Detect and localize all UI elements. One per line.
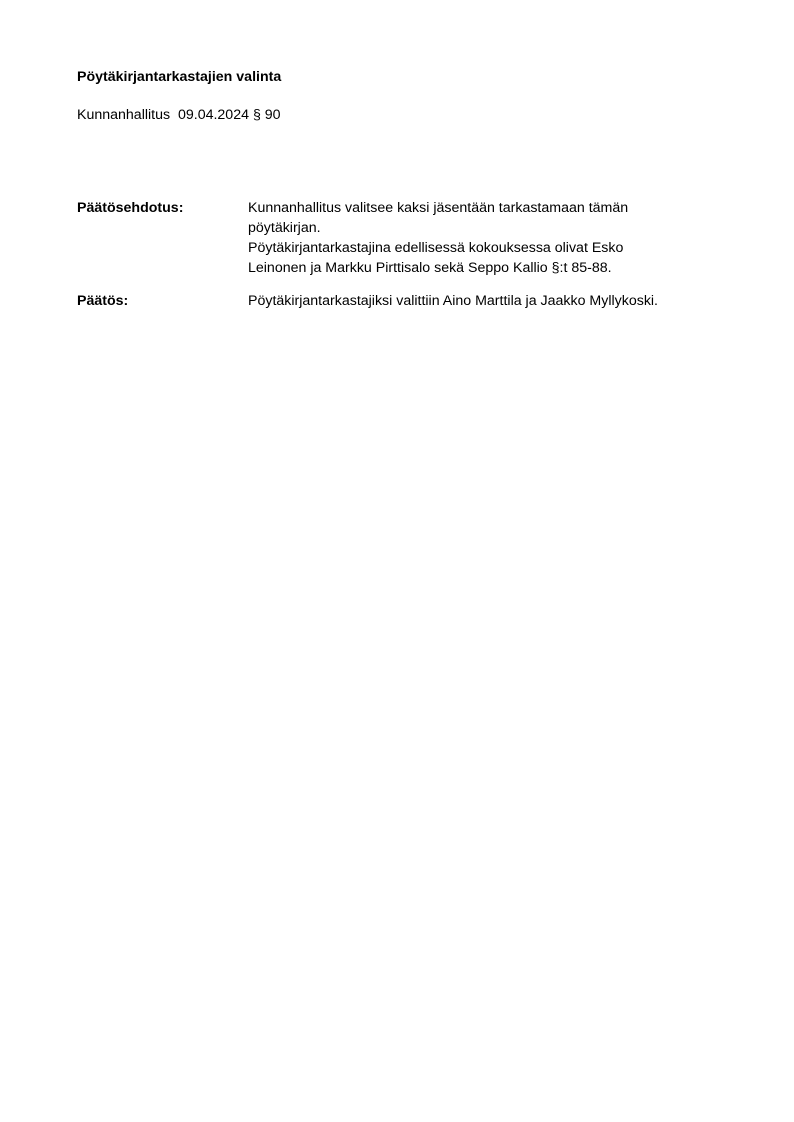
proposal-line: Kunnanhallitus valitsee kaksi jäsentään tarkastamaan tämän: [248, 200, 629, 216]
meeting-date: 09.04.2024: [177, 107, 249, 123]
proposal-line: pöytäkirjan.: [248, 220, 321, 236]
meeting-body: Kunnanhallitus: [77, 107, 171, 123]
decision-text: [248, 291, 688, 311]
proposal-label: Päätösehdotus:: [77, 200, 184, 216]
meeting-reference: [77, 106, 281, 124]
proposal-line: Pöytäkirjantarkastajina edellisessä kokouksessa olivat Esko: [248, 240, 624, 256]
section-number: § 90: [252, 107, 281, 123]
proposal-text: [248, 198, 688, 278]
proposal-line: Leinonen ja Markku Pirttisalo sekä Seppo Kallio §:t 85-88.: [248, 260, 612, 276]
page-title: Pöytäkirjantarkastajien valinta: [77, 69, 282, 85]
decision-line: Pöytäkirjantarkastajiksi valittiin Aino Marttila ja Jaakko Myllykoski.: [248, 293, 659, 309]
decision-label: Päätös:: [77, 293, 129, 309]
